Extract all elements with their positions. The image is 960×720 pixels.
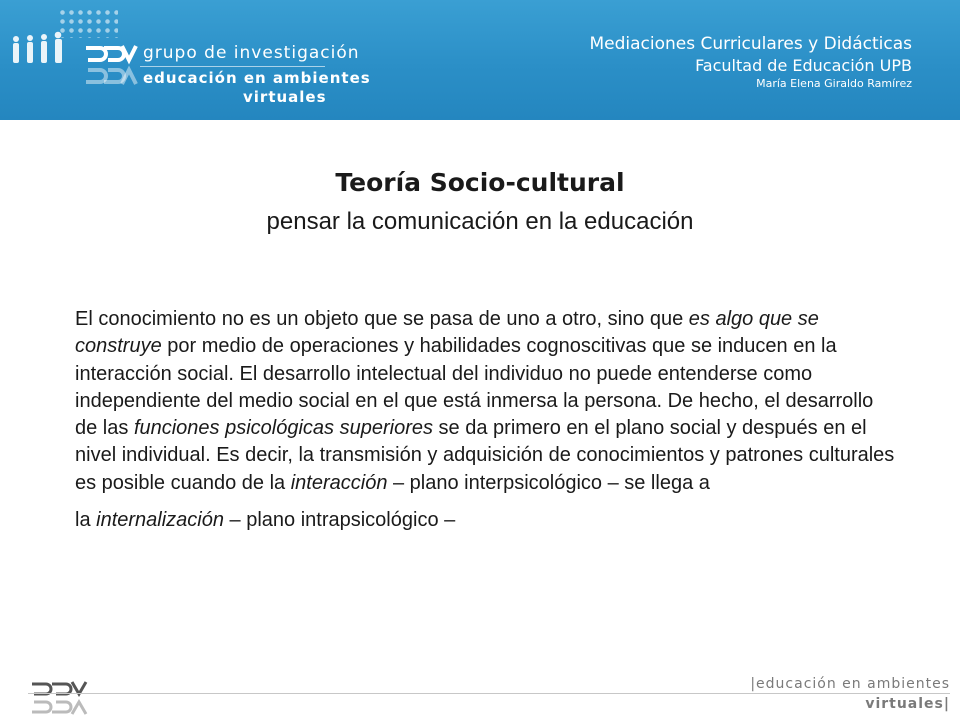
footer-eav-logo-icon (28, 680, 92, 716)
slide-body (75, 306, 895, 534)
body-text-6: – plano intrapsicológico – (223, 509, 456, 532)
emphasis-interaccion: interacción (290, 471, 388, 494)
emphasis-construye: es algo que se construye (75, 308, 819, 358)
course-title: Mediaciones Curriculares y Didácticas (589, 34, 912, 54)
logo-line-1: grupo de investigación (143, 43, 360, 63)
footer-line-1: |educación en ambientes (750, 676, 950, 692)
body-text-2: por medio de operaciones y habilidades cognoscitivas que se inducen en la interacción social. El desarrollo intelectual del individuo no puede entenderse como independiente del medio social en el que está inmersa la persona. De hecho, el desarrollo de las (75, 335, 874, 440)
body-text-5: la (75, 509, 97, 532)
emphasis-funciones: funciones psicológicas superiores (133, 417, 433, 440)
header-banner (0, 0, 960, 120)
body-text-1: El conocimiento no es un objeto que se pasa de uno a otro, sino que (75, 308, 689, 330)
logo-line-2: educación en ambientes (143, 69, 371, 87)
people-icon (10, 30, 80, 66)
group-logo-text (143, 43, 371, 106)
author-name: María Elena Giraldo Ramírez (756, 77, 912, 90)
slide-title: Teoría Socio-cultural (335, 168, 625, 197)
footer-brand (750, 676, 950, 712)
emphasis-internalizacion: internalización (96, 509, 224, 532)
eav-logo-icon (82, 38, 140, 90)
body-text-4: – plano interpsicológico – se llega a (387, 471, 710, 494)
footer-line-2: virtuales| (865, 696, 950, 712)
faculty-name: Facultad de Educación UPB (695, 56, 912, 75)
course-info (589, 34, 912, 92)
body-last-line (75, 507, 895, 534)
slide-subtitle: pensar la comunicación en la educación (266, 208, 694, 235)
body-text-3: se da primero en el plano social y después en el nivel individual. Es decir, la transmisión y adquisición de conocimientos y patrones culturales es posible cuando de la (75, 417, 895, 494)
logo-line-3: virtuales (243, 88, 327, 106)
